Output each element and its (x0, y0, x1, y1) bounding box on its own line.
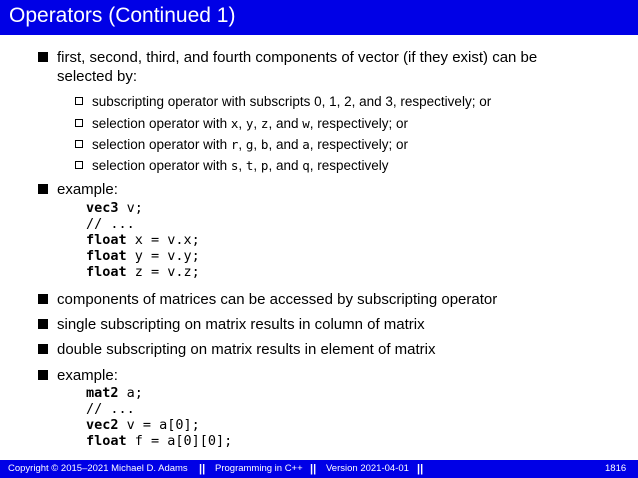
sub-bullet-text: selection operator with r, g, b, and a, respectively; or (92, 137, 409, 152)
bullet-text-line1: first, second, third, and fourth components of vector (if they exist) can be (57, 49, 538, 66)
code-line: float y = v.y; (86, 248, 200, 264)
code-block-vector (86, 200, 200, 280)
bullet-text: single subscripting on matrix results in column of matrix (57, 316, 425, 333)
footer-course: Programming in C++ (215, 463, 303, 474)
footer-separator: || (199, 463, 206, 475)
code-block-matrix (86, 385, 232, 449)
code-line: float x = v.x; (86, 232, 200, 248)
slide-title: Operators (Continued 1) (9, 4, 236, 27)
bullet-text: double subscripting on matrix results in element of matrix (57, 341, 436, 358)
code-line: float z = v.z; (86, 264, 200, 280)
hollow-square-bullet-icon (75, 140, 83, 148)
bullet-vector-components (38, 48, 628, 86)
hollow-square-bullet-icon (75, 119, 83, 127)
footer-version: Version 2021-04-01 (326, 463, 409, 474)
bullet-text: components of matrices can be accessed by subscripting operator (57, 291, 498, 308)
sub-bullet-text: selection operator with s, t, p, and q, respectively (92, 158, 389, 173)
square-bullet-icon (38, 370, 48, 380)
sub-bullet-text: subscripting operator with subscripts 0, 1, 2, and 3, respectively; or (92, 94, 492, 109)
code-line: // ... (86, 401, 135, 417)
square-bullet-icon (38, 294, 48, 304)
square-bullet-icon (38, 52, 48, 62)
bullet-text: example: (57, 181, 118, 198)
hollow-square-bullet-icon (75, 161, 83, 169)
footer-copyright: Copyright © 2015–2021 Michael D. Adams (8, 463, 188, 474)
square-bullet-icon (38, 319, 48, 329)
footer-page-number: 1816 (605, 463, 627, 474)
square-bullet-icon (38, 344, 48, 354)
code-line: vec2 v = a[0]; (86, 417, 200, 433)
bullet-text-line2: selected by: (57, 68, 138, 85)
square-bullet-icon (38, 184, 48, 194)
footer-bar (0, 460, 638, 478)
hollow-square-bullet-icon (75, 97, 83, 105)
footer-separator: || (417, 463, 424, 475)
sub-bullet-text: selection operator with x, y, z, and w, respectively; or (92, 116, 409, 131)
bullet-text: example: (57, 367, 118, 384)
code-line: vec3 v; (86, 200, 143, 216)
footer-separator: || (310, 463, 317, 475)
code-line: // ... (86, 216, 135, 232)
code-line: mat2 a; (86, 385, 143, 401)
code-line: float f = a[0][0]; (86, 433, 233, 449)
